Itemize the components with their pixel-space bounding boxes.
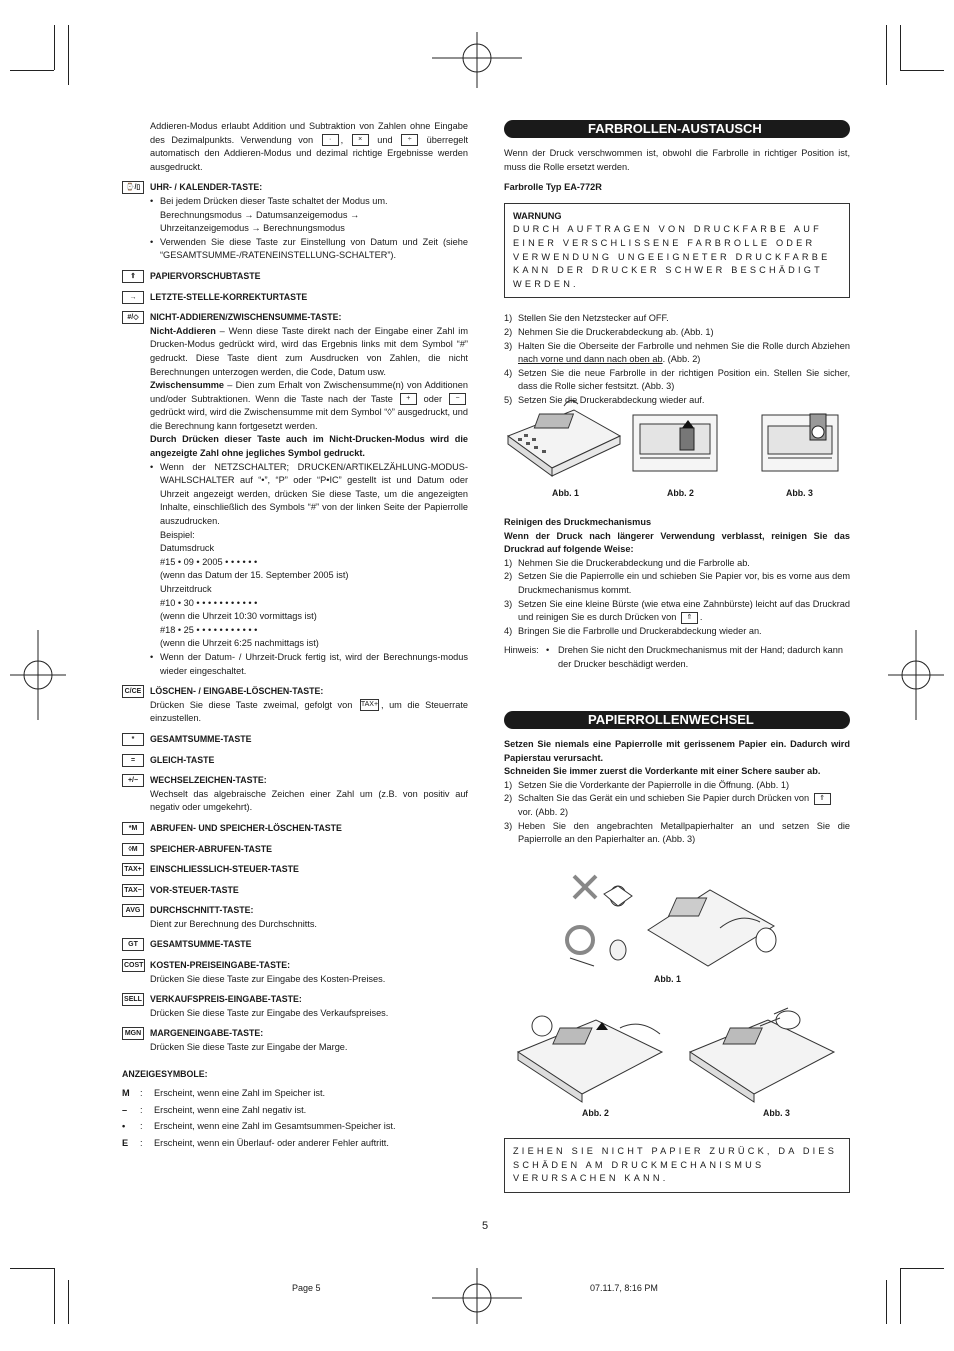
tax-minus-key-icon: TAX−: [122, 884, 144, 897]
ink-figure-1-caption: Abb. 1: [552, 488, 579, 498]
ink-steps: 1) Stellen Sie den Netzstecker auf OFF. 2) Nehmen Sie die Druckerabdeckung ab. (Abb. 1) 3) Halten Sie die Oberseite der Farbrolle und nehmen Sie die Rolle durch Abziehen nach vorne und dann nach oben ab. (Abb. 2) 4) Setzen Sie die neue Farbrolle in der richtigen Position ein. Stellen Sie sicher, dass die Rolle sicher festsitzt. (Abb. 3) 5) Setzen Sie die Druckerabdeckung wieder auf.: [504, 313, 850, 405]
memory-subtotal-key-entry: ◊M SPEICHER-ABRUFEN-TASTE: [122, 843, 468, 857]
tax-minus-key-entry: TAX− VOR-STEUER-TASTE: [122, 884, 468, 898]
last-digit-key-entry: → LETZTE-STELLE-KORREKTURTASTE: [122, 291, 468, 305]
crop-mark: [900, 25, 901, 70]
registration-target-right: [888, 630, 944, 720]
grand-total-key-entry: GT GESAMTSUMME-TASTE: [122, 938, 468, 952]
crop-mark: [10, 70, 54, 71]
paper-roll-section-title: PAPIERROLLENWECHSEL: [504, 711, 850, 729]
ink-figure-3-caption: Abb. 3: [786, 488, 813, 498]
non-add-key-entry: #/◇ NICHT-ADDIEREN/ZWISCHENSUMME-TASTE: Nicht-Addieren – Wenn diese Taste direkt nach der Eingabe einer Zahl im Drucken-Modus gedrückt wird, wird das Ergebnis links mit dem Symbol “#” gedruckt. Diese Taste dient zum Ausdrucken von Zahlen, die nicht Berechnungen unterzogen werden, die Code, Datum usw. Zwischensumme – Dien zum Erhalt von Zwischensumme(n) von Additionen und/oder Subtraktionen. Wenn die Taste nach der Taste + oder − gedrückt wird, wird die Zwischensumme mit dem Symbol “◊” ausgedruckt, und die Berechnung kann fortgesetzt werden. Durch Drücken dieser Taste auch im Nicht-Drucken-Modus wird die angezeigte Zahl ohne jegliches Symbol gedruckt. • Wenn der NETZSCHALTER; DRUCKEN/ARTIKELZÄHLUNG-MODUS-WAHLSCHALTER auf “•”, “P” oder “P•IC” gestellt ist und Datum oder Uhrzeit angezeigt werden, drücken Sie diese Taste, um die angezeigten Inhalte, einschließlich des Symbols “#” von der linken Seite der Papierrolle auszudrucken. Beispiel: Datumsdruck #15 • 09 • 2005 • • • • • • (wenn das Datum der 15. September 2005 ist) Uhrzeitdruck #10 • 30 • • • • • • • • • • • (wenn die Uhrzeit 10:30 vormittags ist) #18 • 25 • • • • • • • • • • • (wenn die Uhrzeit 6:25 nachmittags ist) • Wenn der Datum- / Uhrzeit-Druck fertig ist, wird der Berechnungs-modus wieder eingeschaltet.: [122, 311, 468, 678]
crop-mark: [68, 25, 69, 85]
registration-target-top: [432, 32, 522, 88]
paper-figure-3-caption: Abb. 3: [763, 1108, 790, 1118]
tax-plus-key-entry: TAX+ EINSCHLIESSLICH-STEUER-TASTE: [122, 863, 468, 877]
symbol-row: – : Erscheint, wenn eine Zahl negativ ist.: [122, 1104, 307, 1115]
crop-mark: [54, 25, 55, 70]
hint: Hinweis: • Drehen Sie nicht den Druckmechanismus mit der Hand; dadurch kann der Drucker beschädigt werden.: [504, 645, 843, 669]
paper-feed-key-icon: ⇑: [681, 612, 698, 624]
paper-roll-section: PAPIERROLLENWECHSEL Setzen Sie niemals eine Papierrolle mit gerissenem Papier ein. Dadurch wird Papierstau verursacht. Schneiden Sie immer zuerst die Vorderkante mit einer Schere sauber ab. 1) Setzen Sie die Vorderkante der Papierrolle in die Öffnung. (Abb. 1) 2) Schalten Sie das Gerät ein und schieben Sie Papier durch Drücken von ⇑ vor. (Abb. 2) 3) Heben Sie den angebrachten Metallpapierhalter an und setzen Sie die Papierrolle an den Papierhalter an. (Abb. 3): [504, 712, 850, 845]
clock-key-icon: ⌚/▯: [122, 181, 144, 194]
equal-key-entry: = GLEICH-TASTE: [122, 754, 468, 768]
warning-box: WARNUNG DURCH AUFTRAGEN VON DRUCKFARBE AUF EINER VERSCHLISSENE FARBROLLE ODER VERWENDUNG UNGEEIGNETER DRUCKFARBE KANN DER DRUCKER SCHWER BESCHÄDIGT WERDEN.: [504, 203, 850, 299]
paper-feed-key-icon: ⇑: [814, 793, 831, 805]
ink-figure-2-illustration: [632, 414, 718, 472]
clock-key-entry: ⌚/▯ UHR- / KALENDER-TASTE: • Bei jedem Drücken dieser Taste schaltet der Modus um. Berechnungsmodus → Datumsanzeigemodus → Uhrzeitanzeigemodus → Berechnungsmodus • Verwenden Sie diese Taste zur Einstellung von Datum und Zeit (siehe “GESAMTSUMME-/RATENEINSTELLUNG-SCHALTER”).: [122, 181, 468, 263]
cost-key-entry: COST KOSTEN-PREISEINGABE-TASTE: Drücken Sie diese Taste zur Eingabe des Kosten-Preises.: [124, 960, 386, 984]
average-key-icon: AVG: [122, 904, 144, 917]
total-key-icon: *: [122, 733, 144, 746]
memory-recall-key-entry: *M ABRUFEN- UND SPEICHER-LÖSCHEN-TASTE: [122, 822, 468, 836]
clear-entry-key-icon: C/CE: [122, 685, 144, 698]
ink-roller-section-title: FARBROLLEN-AUSTAUSCH: [504, 120, 850, 138]
equal-key-icon: =: [122, 754, 144, 767]
crop-mark: [900, 1268, 944, 1269]
minus-key-icon: −: [449, 393, 466, 405]
crop-mark: [54, 1268, 55, 1324]
display-symbols-list: [122, 1087, 468, 1150]
paper-figure-1-illustration: [560, 868, 780, 968]
paper-figure-1-caption: Abb. 1: [654, 974, 681, 984]
crop-mark: [10, 1268, 54, 1269]
left-column: [122, 120, 468, 1151]
margin-key-icon: MGN: [122, 1027, 144, 1040]
paper-figure-2-illustration: [516, 1010, 666, 1104]
crop-mark: [900, 1268, 901, 1324]
paper-feed-key-icon: ⇑: [122, 270, 144, 283]
multiply-key-icon: ×: [352, 134, 369, 146]
ink-figure-3-illustration: [748, 410, 840, 472]
right-column: FARBROLLEN-AUSTAUSCH Wenn der Druck verschwommen ist, obwohl die Farbrolle in richtiger Position ist, muss die Rolle ersetzt werden. Farbrolle Typ EA-772R WARNUNG DURCH AUFTRAGEN VON DRUCKFARBE AUF EINER VERSCHLISSENE FARBROLLE ODER VERWENDUNG UNGEEIGNETER DRUCKFARBE KANN DER DRUCKER SCHWER BESCHÄDIGT WERDEN. 1) Stellen Sie den Netzstecker auf OFF. 2) Nehmen Sie die Druckerabdeckung ab. (Abb. 1) 3) Halten Sie die Oberseite der Farbrolle und nehmen Sie die Rolle durch Abziehen nach vorne und dann nach oben ab. (Abb. 2) 4) Setzen Sie die neue Farbrolle in der richtigen Position ein. Stellen Sie sicher, dass die Rolle sicher festsitzt. (Abb. 3) 5) Setzen Sie die Druckerabdeckung wieder auf.: [504, 120, 850, 408]
tax-plus-key-icon: TAX+: [122, 863, 144, 876]
decimal-key-icon: ·: [322, 134, 339, 146]
cleaning-section: Reinigen des Druckmechanismus Wenn der Druck nach längerer Verwendung verblasst, reinigen Sie das Druckrad auf folgende Weise: 1) Nehmen Sie die Druckerabdeckung und die Farbrolle ab. 2) Setzen Sie die Papierrolle ein und schieben Sie Papier vor, bis es vorne aus dem Druckmechanismus kommt. 3) Setzen Sie eine kleine Bürste (wie etwa eine Zahnbürste) leicht auf das Druckrad und reinigen Sie es durch Drücken von ⇑ . 4) Bringen Sie die Farbrolle und Druckerabdeckung wieder an. Hinweis: • Drehen Sie nicht den Druckmechanismus mit der Hand; dadurch kann der Drucker beschädigt werden.: [504, 516, 850, 672]
registration-target-left: [10, 630, 66, 720]
sell-key-icon: SELL: [122, 993, 144, 1006]
average-key-entry: AVG DURCHSCHNITT-TASTE: Dient zur Berechnung des Durchschnitts.: [122, 904, 468, 931]
footer-page-label: Page 5: [292, 1283, 321, 1293]
memory-recall-clear-key-icon: *M: [122, 822, 144, 835]
paper-feed-key-entry: ⇑ PAPIERVORSCHUBTASTE: [122, 270, 468, 284]
plus-key-icon: +: [400, 393, 417, 405]
sell-key-entry: SELL VERKAUFSPREIS-EINGABE-TASTE: Drücken Sie diese Taste zur Eingabe des Verkaufspreises.: [122, 993, 468, 1020]
registration-target-bottom: [432, 1268, 522, 1324]
paper-warning-box: ZIEHEN SIE NICHT PAPIER ZURÜCK, DA DIES SCHÄDEN AM DRUCKMECHANISMUS VERURSACHEN KANN.: [504, 1138, 850, 1193]
crop-mark: [900, 70, 944, 71]
crop-mark: [886, 25, 887, 85]
symbol-row: • : Erscheint, wenn eine Zahl im Gesamtsummen-Speicher ist.: [122, 1121, 396, 1132]
sign-key-entry: +/− WECHSELZEICHEN-TASTE: Wechselt das algebraische Zeichen einer Zahl um (z.B. von positiv auf negativ oder umgekehrt).: [122, 774, 468, 815]
clear-key-entry: C/CE LÖSCHEN- / EINGABE-LÖSCHEN-TASTE: Drücken Sie diese Taste zweimal, gefolgt von TAX+ , um die Steuerrate einzustellen.: [122, 685, 468, 726]
display-symbols-title: ANZEIGESYMBOLE:: [122, 1068, 208, 1079]
grand-total-key-icon: GT: [122, 938, 144, 951]
symbol-row: E : Erscheint, wenn ein Überlauf- oder anderer Fehler auftritt.: [122, 1138, 389, 1148]
crop-mark: [886, 1280, 887, 1324]
intro-paragraph: Addieren-Modus erlaubt Addition und Subtraktion von Zahlen ohne Eingabe des Dezimalpunkts. Verwendung von · , × und ÷ überregelt automatisch den Addieren-Modus und dezimal richtige Ergebnisse werden ausgedruckt.: [150, 121, 469, 172]
ink-figure-2-caption: Abb. 2: [667, 488, 694, 498]
cost-key-icon: COST: [122, 959, 145, 972]
memory-subtotal-key-icon: ◊M: [122, 843, 144, 856]
symbol-row: M : Erscheint, wenn eine Zahl im Speicher ist.: [122, 1088, 326, 1099]
footer-timestamp: 07.11.7, 8:16 PM: [590, 1283, 658, 1293]
margin-key-entry: MGN MARGENEINGABE-TASTE: Drücken Sie diese Taste zur Eingabe der Marge.: [122, 1027, 468, 1054]
page-number: 5: [482, 1220, 489, 1232]
ink-figure-1-illustration: [504, 396, 622, 480]
tax-plus-key-icon: TAX+: [360, 699, 379, 711]
non-add-key-icon: #/◇: [122, 311, 144, 324]
paper-figure-3-illustration: [688, 1006, 838, 1104]
arrow-right-key-icon: →: [122, 291, 144, 304]
paper-figure-2-caption: Abb. 2: [582, 1108, 609, 1118]
total-key-entry: * GESAMTSUMME-TASTE: [122, 733, 468, 747]
sign-change-key-icon: +/−: [122, 774, 144, 787]
crop-mark: [68, 1280, 69, 1324]
divide-key-icon: ÷: [401, 134, 418, 146]
